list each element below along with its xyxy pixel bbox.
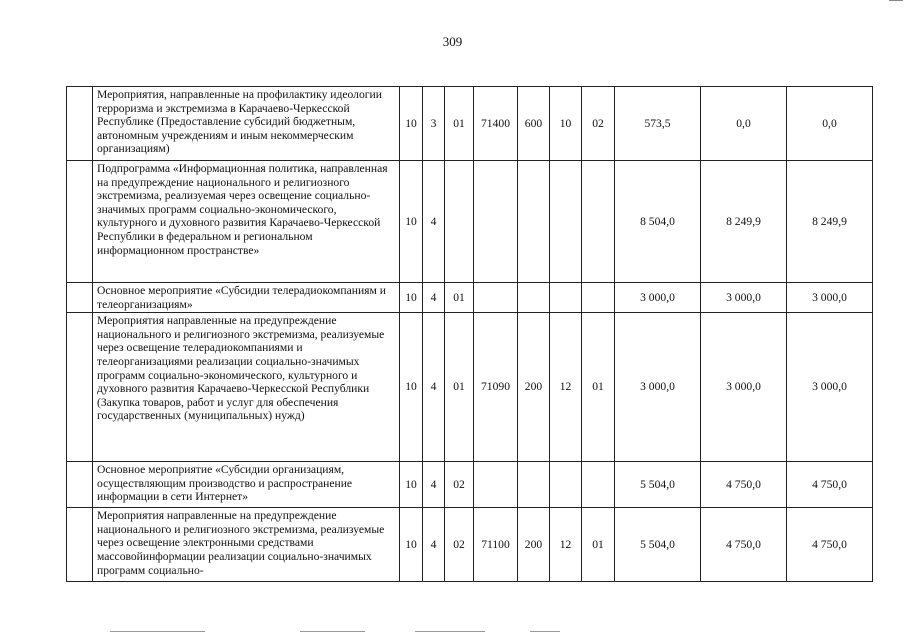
- description-cell: Основное мероприятие «Субсидии телерадиокомпаниям и телеорганизациям»: [93, 283, 400, 313]
- code-cell: [582, 161, 615, 283]
- code-cell: 02: [582, 87, 615, 161]
- code-cell: [518, 161, 550, 283]
- blank-cell: [67, 283, 93, 313]
- blank-cell: [67, 313, 93, 462]
- description-cell: Мероприятия направленные на предупреждение национального и религиозного экстремизма, реализуемые через освещение телерадиокомпаниями и телеорганизациями реализации социально-значимых программ социально-экономического, культурного и духовного развития Карачаево-Черкесской Республики (Закупка товаров, работ и услуг для обеспечения государственных (муниципальных) нужд): [93, 313, 400, 462]
- page-number: 309: [442, 34, 463, 49]
- bottom-rule: [530, 631, 560, 632]
- code-cell: 71400: [474, 87, 518, 161]
- description-cell: Мероприятия направленные на предупреждение национального и религиозного экстремизма, реализуемые через освещение электронными средствами массовойинформации реализации социально-значимых программ социально-: [93, 508, 400, 582]
- description-cell: Подпрограмма «Информационная политика, направленная на предупреждение национального и религиозного экстремизма, реализуемая через освещение социально-значимых программ социально-экономического, культурного и духовного развития Карачаево-Черкесской Республики в федеральном и региональном информационном пространстве»: [93, 161, 400, 283]
- code-cell: [550, 462, 582, 508]
- code-cell: 10: [400, 283, 423, 313]
- code-cell: [518, 462, 550, 508]
- code-cell: [582, 462, 615, 508]
- amount-cell: 8 504,0: [615, 161, 701, 283]
- amount-cell: 4 750,0: [787, 462, 873, 508]
- blank-cell: [67, 161, 93, 283]
- code-cell: 600: [518, 87, 550, 161]
- code-cell: 01: [582, 508, 615, 582]
- code-cell: 4: [423, 508, 445, 582]
- amount-cell: 5 504,0: [615, 508, 701, 582]
- table-row: [67, 161, 873, 283]
- code-cell: 10: [400, 87, 423, 161]
- code-cell: 200: [518, 508, 550, 582]
- amount-cell: 573,5: [615, 87, 701, 161]
- amount-cell: 8 249,9: [787, 161, 873, 283]
- code-cell: 10: [400, 462, 423, 508]
- amount-cell: 4 750,0: [701, 508, 787, 582]
- budget-table: [66, 86, 873, 582]
- code-cell: [518, 283, 550, 313]
- amount-cell: 4 750,0: [701, 462, 787, 508]
- table-row: [67, 283, 873, 313]
- amount-cell: 3 000,0: [787, 313, 873, 462]
- corner-mark: [889, 0, 903, 1]
- description-cell: Мероприятия, направленные на профилактику идеологии терроризма и экстремизма в Карачаево-Черкесской Республике (Предоставление субсидий бюджетным, автономным учреждениям и иным некоммерческим организациям): [93, 87, 400, 161]
- code-cell: 02: [445, 508, 474, 582]
- code-cell: 12: [550, 508, 582, 582]
- table-row: [67, 508, 873, 582]
- amount-cell: 4 750,0: [787, 508, 873, 582]
- code-cell: 01: [445, 313, 474, 462]
- table-row: [67, 313, 873, 462]
- code-cell: 4: [423, 161, 445, 283]
- code-cell: [474, 283, 518, 313]
- description-cell: Основное мероприятие «Субсидии организациям, осуществляющим производство и распространение информации в сети Интернет»: [93, 462, 400, 508]
- table-row: [67, 462, 873, 508]
- amount-cell: 3 000,0: [615, 313, 701, 462]
- code-cell: [550, 283, 582, 313]
- amount-cell: 3 000,0: [787, 283, 873, 313]
- code-cell: 71100: [474, 508, 518, 582]
- code-cell: 10: [400, 508, 423, 582]
- amount-cell: 0,0: [701, 87, 787, 161]
- bottom-rule: [300, 631, 365, 632]
- amount-cell: 3 000,0: [701, 313, 787, 462]
- code-cell: [582, 283, 615, 313]
- code-cell: 4: [423, 462, 445, 508]
- code-cell: 01: [445, 87, 474, 161]
- blank-cell: [67, 87, 93, 161]
- amount-cell: 8 249,9: [701, 161, 787, 283]
- bottom-rule: [110, 631, 205, 632]
- code-cell: 3: [423, 87, 445, 161]
- code-cell: [445, 161, 474, 283]
- table-row: [67, 87, 873, 161]
- amount-cell: 5 504,0: [615, 462, 701, 508]
- code-cell: [550, 161, 582, 283]
- code-cell: 01: [445, 283, 474, 313]
- code-cell: 01: [582, 313, 615, 462]
- amount-cell: 3 000,0: [701, 283, 787, 313]
- code-cell: 71090: [474, 313, 518, 462]
- code-cell: 4: [423, 283, 445, 313]
- blank-cell: [67, 508, 93, 582]
- code-cell: [474, 161, 518, 283]
- amount-cell: 0,0: [787, 87, 873, 161]
- bottom-rule: [415, 631, 485, 632]
- code-cell: 02: [445, 462, 474, 508]
- code-cell: 12: [550, 313, 582, 462]
- amount-cell: 3 000,0: [615, 283, 701, 313]
- blank-cell: [67, 462, 93, 508]
- code-cell: 10: [400, 313, 423, 462]
- code-cell: 10: [550, 87, 582, 161]
- code-cell: 4: [423, 313, 445, 462]
- code-cell: 10: [400, 161, 423, 283]
- code-cell: [474, 462, 518, 508]
- code-cell: 200: [518, 313, 550, 462]
